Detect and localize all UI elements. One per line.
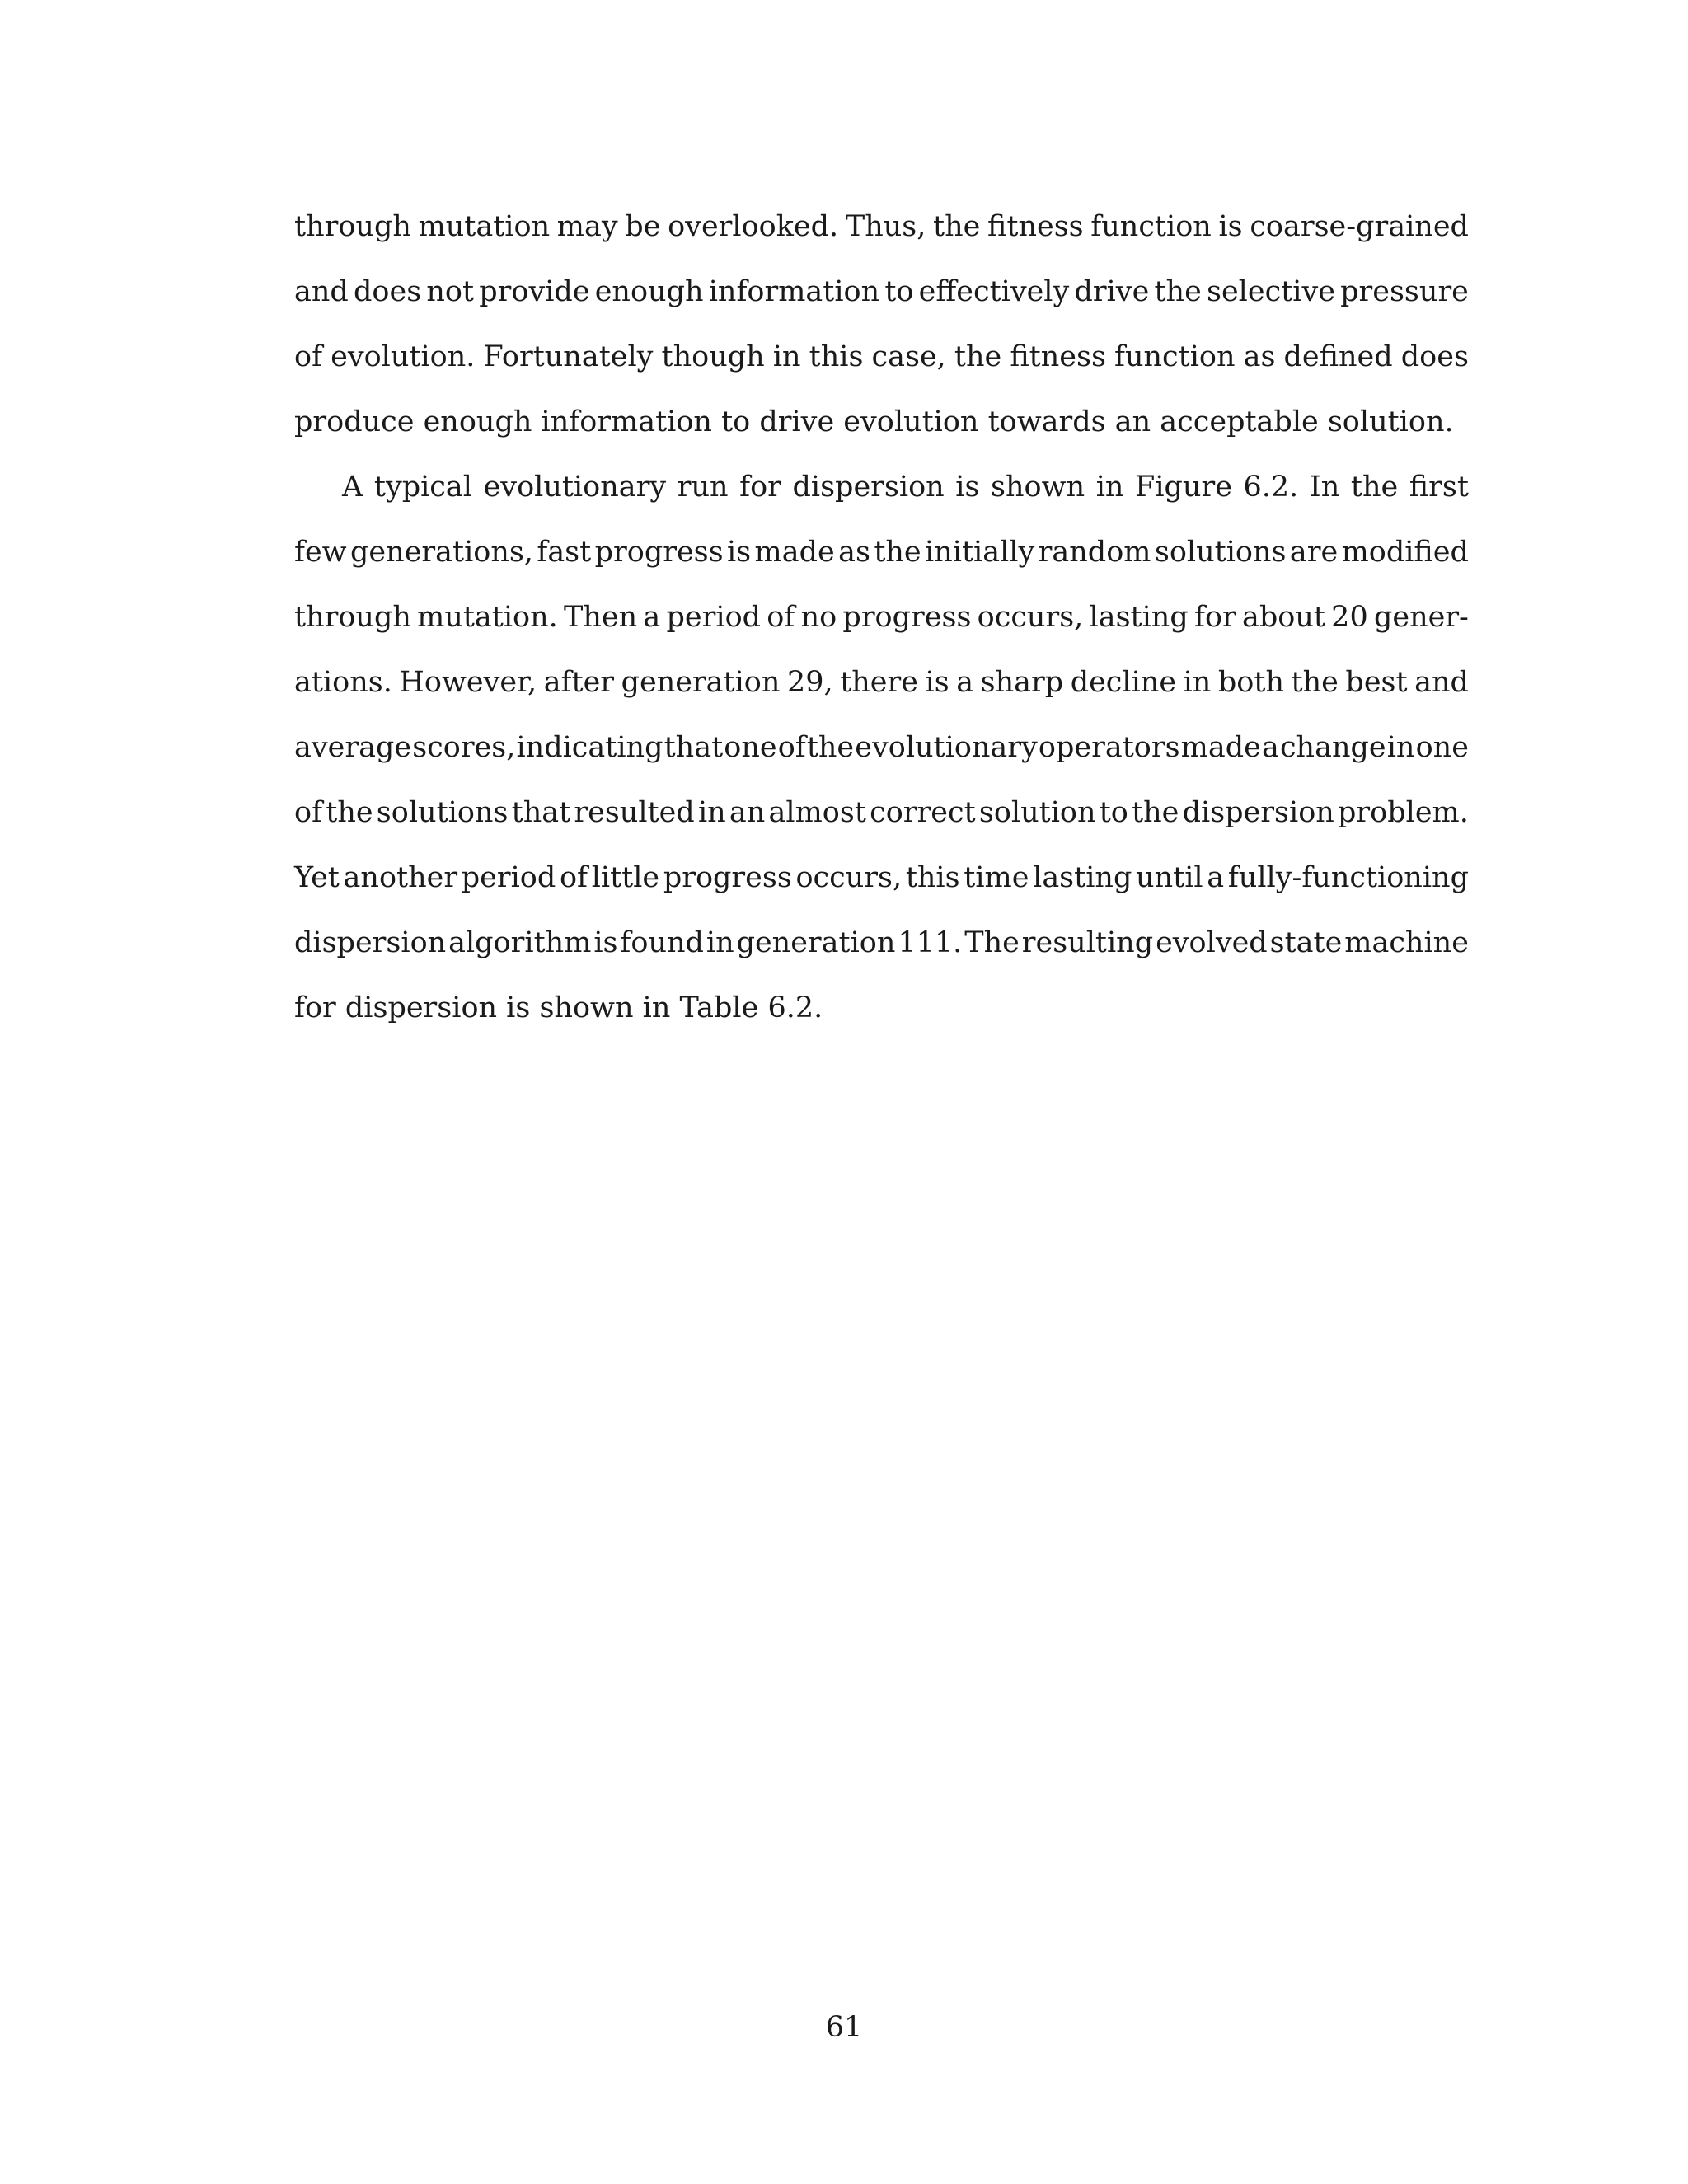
word: 20 — [1331, 601, 1368, 634]
word: for — [1193, 601, 1236, 634]
word: the — [1154, 275, 1202, 308]
word: does — [354, 275, 422, 308]
word: a — [956, 666, 974, 699]
word: is — [593, 926, 618, 959]
word: provide — [479, 275, 590, 308]
word: defined — [1283, 340, 1393, 373]
word: change — [1279, 731, 1386, 764]
word: the — [1132, 796, 1179, 829]
word: is — [726, 536, 752, 569]
word: the — [874, 536, 921, 569]
word: evolution. — [331, 340, 476, 373]
word: case, — [871, 340, 946, 373]
word: a — [1207, 861, 1225, 894]
word: does — [1400, 340, 1469, 373]
word: dispersion — [294, 926, 447, 959]
word: progress — [663, 861, 792, 894]
word: be — [625, 210, 661, 243]
body-text — [294, 194, 1469, 1041]
word: period — [461, 861, 556, 894]
word: is — [1218, 210, 1243, 243]
word: a — [643, 601, 661, 634]
text-line-3 — [294, 325, 1469, 390]
word: occurs, — [977, 601, 1084, 634]
word: solutions — [1154, 536, 1287, 569]
word: indicating — [516, 731, 663, 764]
word: resulted — [574, 796, 695, 829]
word: 6.2. — [1243, 471, 1299, 504]
word: is — [955, 471, 980, 504]
word: typical — [373, 471, 472, 504]
word: lasting — [1033, 861, 1132, 894]
word: gener- — [1373, 601, 1469, 634]
word: though — [661, 340, 765, 373]
word: resulting — [1021, 926, 1154, 959]
word: sharp — [980, 666, 1064, 699]
word: the — [326, 796, 373, 829]
word: mutation. — [417, 601, 558, 634]
word: state — [1269, 926, 1343, 959]
word: through — [294, 601, 411, 634]
word: effectively — [918, 275, 1070, 308]
word: to — [884, 275, 914, 308]
word: initially — [925, 536, 1035, 569]
word: best — [1345, 666, 1408, 699]
word: the — [933, 210, 981, 243]
word: in — [697, 796, 726, 829]
word: function — [1090, 210, 1212, 243]
word: run — [677, 471, 729, 504]
word: decline — [1070, 666, 1177, 699]
word: algorithm — [448, 926, 592, 959]
word: selective — [1207, 275, 1335, 308]
word: an — [729, 796, 766, 829]
word: no — [800, 601, 837, 634]
text-line-8 — [294, 650, 1469, 715]
text-line-12 — [294, 911, 1469, 976]
word: time — [964, 861, 1029, 894]
word: coarse-grained — [1250, 210, 1469, 243]
word: fully-functioning — [1227, 861, 1469, 894]
word: fitness — [1010, 340, 1106, 373]
word: this — [905, 861, 960, 894]
word: the — [954, 340, 1002, 373]
word: in — [706, 926, 734, 959]
word: occurs, — [795, 861, 903, 894]
page-number: 61 — [825, 2011, 863, 2044]
word: in — [1095, 471, 1124, 504]
word: dispersion — [1182, 796, 1334, 829]
word: few — [294, 536, 347, 569]
word: generation — [736, 926, 896, 959]
text-line-1 — [294, 194, 1469, 260]
word: 111. — [898, 926, 963, 959]
word: scores, — [412, 731, 516, 764]
word: evolved — [1156, 926, 1268, 959]
word: In — [1309, 471, 1340, 504]
word: shown — [991, 471, 1085, 504]
word: dispersion — [792, 471, 945, 504]
word: evolutionary — [483, 471, 667, 504]
word: as — [1243, 340, 1276, 373]
word: for — [739, 471, 781, 504]
word: and — [294, 275, 349, 308]
word: another — [343, 861, 458, 894]
word: that — [663, 731, 724, 764]
text-line-2 — [294, 260, 1469, 325]
word: of — [777, 731, 806, 764]
word: made — [754, 536, 835, 569]
word: random — [1038, 536, 1151, 569]
word: The — [964, 926, 1020, 959]
word: Thus, — [845, 210, 926, 243]
word: fast — [537, 536, 592, 569]
word: that — [511, 796, 571, 829]
word: until — [1136, 861, 1203, 894]
word: Then — [564, 601, 638, 634]
word: of — [559, 861, 588, 894]
word: in — [1183, 666, 1212, 699]
word: the — [1350, 471, 1399, 504]
word: of — [294, 340, 323, 373]
word: not — [426, 275, 475, 308]
word: information — [708, 275, 880, 308]
word: one — [1415, 731, 1469, 764]
word: function — [1114, 340, 1236, 373]
word: 29, — [786, 666, 833, 699]
word: enough — [594, 275, 704, 308]
text-line-10 — [294, 780, 1469, 846]
word: generations, — [350, 536, 533, 569]
word: Figure — [1135, 471, 1232, 504]
word: are — [1289, 536, 1339, 569]
word: to — [1099, 796, 1128, 829]
word: as — [838, 536, 870, 569]
word: average — [294, 731, 412, 764]
word: the — [806, 731, 855, 764]
text-line-4: produce enough information to drive evolution towards an acceptable solution. — [294, 405, 1454, 438]
text-line-11 — [294, 846, 1469, 911]
word: progress — [594, 536, 724, 569]
text-line-7 — [294, 585, 1469, 650]
word: overlooked. — [668, 210, 839, 243]
word: evolutionary — [855, 731, 1038, 764]
text-line-13: for dispersion is shown in Table 6.2. — [294, 991, 823, 1024]
word: of — [767, 601, 795, 634]
text-line-9 — [294, 715, 1469, 780]
word: machine — [1344, 926, 1469, 959]
word: ations. — [294, 666, 392, 699]
word: problem. — [1338, 796, 1469, 829]
word: made — [1180, 731, 1261, 764]
word: after — [543, 666, 615, 699]
word: mutation — [418, 210, 551, 243]
word: and — [1414, 666, 1469, 699]
word: may — [556, 210, 618, 243]
word: in — [772, 340, 801, 373]
word: about — [1241, 601, 1325, 634]
word: little — [591, 861, 660, 894]
word: generation — [621, 666, 781, 699]
word: progress — [842, 601, 972, 634]
word: is — [925, 666, 950, 699]
word: there — [840, 666, 918, 699]
word: of — [294, 796, 323, 829]
word: almost — [768, 796, 866, 829]
word: this — [809, 340, 864, 373]
word: Yet — [294, 861, 340, 894]
word: solutions — [376, 796, 509, 829]
word: both — [1217, 666, 1284, 699]
text-line-6 — [294, 520, 1469, 585]
word: fitness — [987, 210, 1084, 243]
word: pressure — [1340, 275, 1469, 308]
word: correct — [870, 796, 976, 829]
word: operators — [1038, 731, 1180, 764]
word: the — [1291, 666, 1339, 699]
word: found — [620, 926, 704, 959]
word: one — [724, 731, 777, 764]
word: in — [1386, 731, 1415, 764]
word: through — [294, 210, 411, 243]
text-line-5 — [294, 455, 1469, 520]
word: drive — [1074, 275, 1150, 308]
word: solution — [978, 796, 1096, 829]
word: a — [1261, 731, 1279, 764]
word: Fortunately — [483, 340, 654, 373]
word: A — [342, 471, 363, 504]
word: first — [1409, 471, 1469, 504]
word: lasting — [1089, 601, 1189, 634]
word: However, — [399, 666, 537, 699]
word: modified — [1341, 536, 1469, 569]
word: period — [666, 601, 762, 634]
